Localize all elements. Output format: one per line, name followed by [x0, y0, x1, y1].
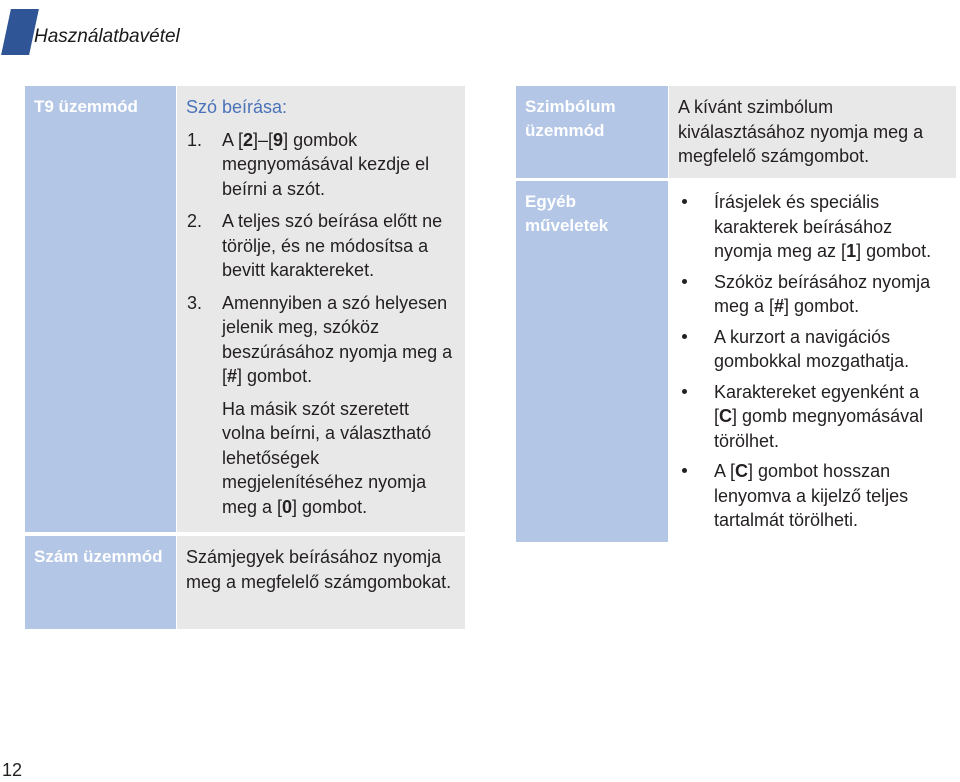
number-mode-text: Számjegyek beírásához nyomja meg a megfelelő számgombokat.	[186, 547, 452, 592]
symbol-mode-text: A kívánt szimbólum kiválasztásához nyomja meg a megfelelő számgombot.	[678, 97, 924, 166]
t9-mode-label-text: T9 üzemmód	[34, 97, 138, 116]
t9-note: Ha másik szót szeretett volna beírni, a választható lehetőségek megjelenítéséhez nyomja meg a [0] gombot.	[222, 398, 432, 517]
list-item: Írásjelek és speciális karakterek beírásához nyomja meg az [1] gombot.	[678, 190, 946, 264]
key-9: 9	[273, 129, 284, 150]
list-item: Szóköz beírásához nyomja meg a [#] gombot.	[678, 270, 946, 319]
bullet-icon	[682, 279, 687, 284]
key-1: 1	[846, 241, 857, 261]
t9-step: 3. Amennyiben a szó helyesen jelenik meg, szóköz beszúrásához nyomja meg a [#] gombot.	[187, 292, 453, 386]
t9-step: 2. A teljes szó beírása előtt ne törölje, és ne módosítsa a bevitt karaktereket.	[187, 211, 443, 280]
t9-mode-label	[25, 86, 176, 532]
other-actions-label-text: Egyéb műveletek	[525, 192, 609, 235]
page-number: 12	[2, 760, 23, 780]
key-hash-icon: #	[774, 296, 785, 316]
symbol-mode-content	[669, 86, 956, 178]
number-mode-content	[177, 536, 465, 629]
key-0: 0	[282, 496, 293, 517]
key-hash-icon: #	[227, 366, 238, 386]
key-2: 2	[243, 129, 254, 150]
t9-mode-content	[177, 86, 465, 532]
t9-steps	[186, 128, 455, 389]
bullet-icon	[682, 468, 687, 473]
key-c: C	[719, 406, 733, 426]
bullet-icon	[682, 389, 687, 394]
number-mode-label-text: Szám üzemmód	[34, 547, 163, 566]
number-mode-label	[25, 536, 176, 629]
t9-heading: Szó beírása:	[186, 97, 288, 117]
other-actions-list	[678, 190, 946, 533]
list-item: Karaktereket egyenként a [C] gomb megnyomásával törölhet.	[678, 380, 946, 454]
bullet-icon	[682, 199, 687, 204]
page-title: Használatbavétel	[34, 26, 180, 47]
list-item: A kurzort a navigációs gombokkal mozgathatja.	[678, 325, 946, 374]
key-c: C	[735, 461, 749, 481]
t9-step: 1. A [2]–[9] gombok megnyomásával kezdje el beírni a szót.	[187, 129, 430, 199]
bullet-icon	[682, 334, 687, 339]
symbol-mode-label	[516, 86, 668, 178]
other-actions-label	[516, 181, 668, 542]
list-item: A [C] gombot hosszan lenyomva a kijelző teljes tartalmát törölheti.	[678, 459, 946, 533]
other-actions-content	[669, 181, 956, 542]
symbol-mode-label-text: Szimbólum üzemmód	[525, 97, 616, 140]
